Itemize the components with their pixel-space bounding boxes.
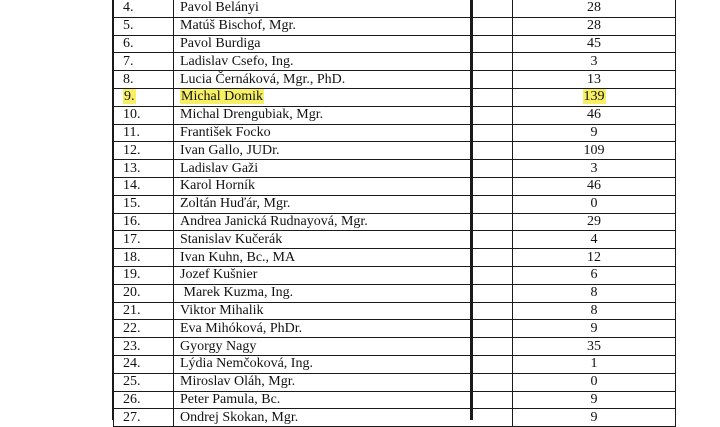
- row-number-text: 21.: [123, 302, 141, 318]
- vote-count: [513, 302, 676, 320]
- vote-count-text: 9: [590, 409, 598, 425]
- row-number-text: 7.: [123, 53, 134, 69]
- vote-count: [513, 284, 676, 302]
- row-number: [114, 53, 174, 71]
- candidate-name: [174, 266, 513, 284]
- table-row: [114, 231, 676, 249]
- candidate-name-text: Lucia Černáková, Mgr., PhD.: [180, 71, 346, 87]
- vote-count: [513, 88, 676, 106]
- table-row: [114, 17, 676, 35]
- row-number: [114, 106, 174, 124]
- row-number-text: 24.: [123, 356, 141, 372]
- row-number: [114, 338, 174, 356]
- row-number: [114, 17, 174, 35]
- candidate-name: [174, 320, 513, 338]
- vote-count-text: 9: [590, 320, 598, 336]
- table-row: [114, 142, 676, 160]
- table-row: [114, 177, 676, 195]
- candidate-name-text: František Focko: [180, 124, 271, 140]
- candidate-name: [174, 0, 513, 17]
- vote-count-text: 28: [587, 0, 601, 16]
- candidate-name-text: Ivan Gallo, JUDr.: [180, 142, 280, 158]
- candidate-name: [174, 53, 513, 71]
- table-row: [114, 266, 676, 284]
- candidate-name: [174, 160, 513, 178]
- vote-count: [513, 177, 676, 195]
- vote-count: [513, 391, 676, 409]
- vote-count-text: 109: [583, 142, 605, 158]
- candidate-name-text: Stanislav Kučerák: [180, 231, 283, 247]
- row-number-text: 16.: [123, 213, 141, 229]
- vote-count-text: 4: [590, 231, 598, 247]
- vote-count-text: 12: [587, 249, 601, 265]
- row-number-text: 26.: [123, 391, 141, 407]
- row-number: [114, 71, 174, 89]
- vote-count: [513, 142, 676, 160]
- vote-count-text: 0: [590, 196, 598, 212]
- table-row: [114, 71, 676, 89]
- candidate-name: [174, 409, 513, 427]
- row-number: [114, 35, 174, 53]
- candidate-name: [174, 231, 513, 249]
- table-row: [114, 320, 676, 338]
- vote-count-text: 9: [590, 124, 598, 140]
- table-row: [114, 338, 676, 356]
- candidate-name: [174, 106, 513, 124]
- row-number-text: 13.: [123, 160, 141, 176]
- table-row: [114, 195, 676, 213]
- row-number: [114, 249, 174, 267]
- row-number-text: 23.: [123, 338, 141, 354]
- table-row: [114, 391, 676, 409]
- vote-count-text: 46: [587, 107, 601, 123]
- vote-count-text: 13: [587, 71, 601, 87]
- row-number-text: 11.: [123, 124, 140, 140]
- row-number: [114, 195, 174, 213]
- row-number: [114, 142, 174, 160]
- vote-count: [513, 106, 676, 124]
- row-number: [114, 177, 174, 195]
- vote-count: [513, 409, 676, 427]
- candidate-name-text: Matúš Bischof, Mgr.: [180, 18, 296, 34]
- candidate-name: [174, 213, 513, 231]
- row-number-text: 6.: [123, 35, 134, 51]
- table-row-highlighted: [114, 88, 676, 106]
- candidate-results-table: [113, 0, 676, 427]
- row-number-text: 17.: [123, 231, 141, 247]
- row-number: [114, 373, 174, 391]
- vote-count-text: 1: [590, 356, 598, 372]
- vote-count: [513, 195, 676, 213]
- table-row: [114, 409, 676, 427]
- table-right-border: [470, 0, 473, 420]
- candidate-name-text: Marek Kuzma, Ing.: [180, 285, 294, 301]
- vote-count-text: 45: [587, 35, 601, 51]
- vote-count: [513, 249, 676, 267]
- vote-count-text: 8: [590, 285, 598, 301]
- vote-count: [513, 124, 676, 142]
- vote-count: [513, 373, 676, 391]
- vote-count-text: 29: [587, 213, 601, 229]
- candidate-name-text: Andrea Janická Rudnayová, Mgr.: [180, 213, 368, 229]
- row-number-text: 25.: [123, 374, 141, 390]
- vote-count-text: 0: [590, 374, 598, 390]
- row-number-text: 20.: [123, 285, 141, 301]
- vote-count: [513, 266, 676, 284]
- vote-count: [513, 160, 676, 178]
- candidate-rows: [114, 0, 676, 427]
- candidate-name: [174, 249, 513, 267]
- candidate-name-text: Miroslav Oláh, Mgr.: [180, 374, 296, 390]
- candidate-name-text: Gyorgy Nagy: [180, 338, 257, 354]
- row-number-text: 4.: [123, 0, 134, 16]
- vote-count: [513, 17, 676, 35]
- row-number: [114, 355, 174, 373]
- row-number: [114, 160, 174, 178]
- vote-count-text: 139: [583, 89, 605, 105]
- vote-count: [513, 71, 676, 89]
- candidate-name-text: Eva Mihóková, PhDr.: [180, 320, 303, 336]
- table-left-border: [112, 0, 114, 420]
- row-number: [114, 0, 174, 17]
- candidate-name-text: Pavol Burdiga: [180, 35, 261, 51]
- candidate-name-text: Karol Horník: [180, 178, 256, 194]
- row-number-text: 5.: [123, 18, 134, 34]
- row-number-text: 9.: [124, 89, 135, 105]
- candidate-name-text: Ladislav Csefo, Ing.: [180, 53, 294, 69]
- table-row: [114, 0, 676, 17]
- row-number-text: 10.: [123, 107, 141, 123]
- row-number: [114, 213, 174, 231]
- vote-count-text: 8: [590, 302, 598, 318]
- table-row: [114, 213, 676, 231]
- row-number-text: 18.: [123, 249, 141, 265]
- vote-count-text: 28: [587, 18, 601, 34]
- candidate-name-text: Peter Pamula, Bc.: [180, 391, 281, 407]
- candidate-name: [174, 35, 513, 53]
- candidate-name: [174, 391, 513, 409]
- vote-count-text: 9: [590, 391, 598, 407]
- row-number-text: 27.: [123, 409, 141, 425]
- row-number: [114, 409, 174, 427]
- row-number-text: 8.: [123, 71, 134, 87]
- candidate-name: [174, 17, 513, 35]
- candidate-name-text: Viktor Mihalik: [180, 302, 264, 318]
- candidate-name: [174, 284, 513, 302]
- vote-count: [513, 355, 676, 373]
- vote-count-text: 6: [590, 267, 598, 283]
- candidate-name-text: Jozef Kušnier: [180, 267, 258, 283]
- candidate-name: [174, 355, 513, 373]
- table-row: [114, 355, 676, 373]
- table-row: [114, 249, 676, 267]
- table-row: [114, 160, 676, 178]
- candidate-name-text: Ondrej Skokan, Mgr.: [180, 409, 299, 425]
- candidate-name-text: Michal Domik: [181, 89, 264, 105]
- candidate-name: [174, 195, 513, 213]
- candidate-name: [174, 142, 513, 160]
- row-number: [114, 284, 174, 302]
- candidate-name: [174, 88, 513, 106]
- candidate-name-text: Michal Drengubiak, Mgr.: [180, 107, 324, 123]
- table-row: [114, 106, 676, 124]
- vote-count-text: 3: [590, 160, 598, 176]
- vote-count: [513, 320, 676, 338]
- vote-count: [513, 338, 676, 356]
- candidate-name: [174, 177, 513, 195]
- vote-count: [513, 213, 676, 231]
- candidate-name-text: Ivan Kuhn, Bc., MA: [180, 249, 296, 265]
- row-number: [114, 391, 174, 409]
- candidate-name: [174, 71, 513, 89]
- row-number: [114, 302, 174, 320]
- row-number: [114, 88, 174, 106]
- row-number: [114, 320, 174, 338]
- vote-count-text: 35: [587, 338, 601, 354]
- table-row: [114, 302, 676, 320]
- row-number: [114, 231, 174, 249]
- candidate-name: [174, 373, 513, 391]
- vote-count-text: 3: [590, 53, 598, 69]
- row-number: [114, 266, 174, 284]
- candidate-name: [174, 338, 513, 356]
- vote-count: [513, 231, 676, 249]
- vote-count: [513, 0, 676, 17]
- row-number-text: 14.: [123, 178, 141, 194]
- table-row: [114, 284, 676, 302]
- table-row: [114, 124, 676, 142]
- row-number-text: 22.: [123, 320, 141, 336]
- table-row: [114, 35, 676, 53]
- table-row: [114, 53, 676, 71]
- vote-count-text: 46: [587, 178, 601, 194]
- candidate-name-text: Pavol Belányi: [180, 0, 259, 16]
- vote-count: [513, 53, 676, 71]
- row-number-text: 15.: [123, 196, 141, 212]
- table-row: [114, 373, 676, 391]
- row-number: [114, 124, 174, 142]
- candidate-name: [174, 124, 513, 142]
- candidate-name-text: Lýdia Nemčoková, Ing.: [180, 356, 313, 372]
- candidate-name-text: Ladislav Gaži: [180, 160, 259, 176]
- candidate-name: [174, 302, 513, 320]
- candidate-name-text: Zoltán Huďár, Mgr.: [180, 196, 291, 212]
- vote-count: [513, 35, 676, 53]
- row-number-text: 12.: [123, 142, 141, 158]
- row-number-text: 19.: [123, 267, 141, 283]
